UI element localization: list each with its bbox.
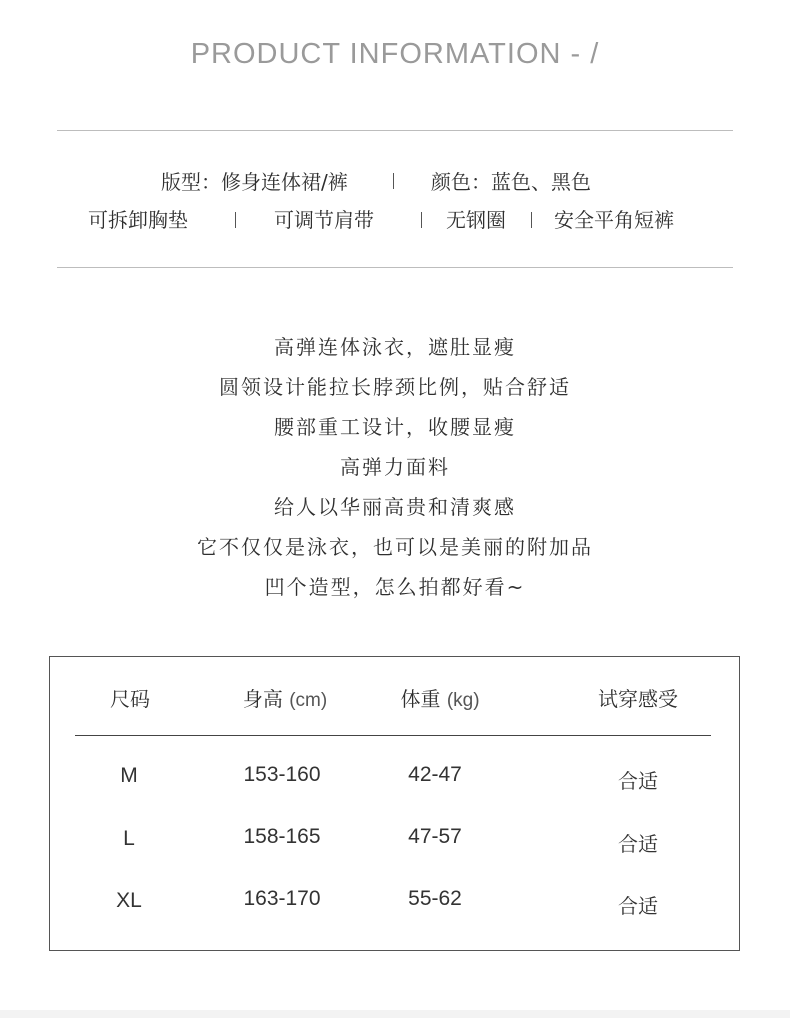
cell-size: M xyxy=(120,764,138,787)
separator xyxy=(393,173,394,189)
top-divider xyxy=(57,130,733,131)
description-line: 它不仅仅是泳衣，也可以是美丽的附加品 xyxy=(197,535,593,559)
bottom-band xyxy=(0,1010,790,1018)
separator xyxy=(531,212,532,228)
cell-height: 153-160 xyxy=(243,763,321,786)
header-weight-label: 体重 xyxy=(400,687,441,711)
cell-feel: 合适 xyxy=(618,832,658,856)
header-weight xyxy=(400,683,479,712)
cell-feel: 合适 xyxy=(618,894,658,918)
cell-size: L xyxy=(123,827,135,850)
header-height-label: 身高 xyxy=(242,687,283,711)
cell-height: 158-165 xyxy=(243,825,321,848)
cell-feel: 合适 xyxy=(618,769,658,793)
cell-weight: 55-62 xyxy=(408,887,462,910)
pad-attribute: 可拆卸胸垫 xyxy=(88,208,188,232)
wire-attribute: 无钢圈 xyxy=(446,208,506,232)
header-height xyxy=(243,683,327,712)
header-weight-unit: (kg) xyxy=(446,690,480,711)
header-feel: 试穿感受 xyxy=(598,687,678,711)
bottom-divider xyxy=(57,267,733,268)
separator xyxy=(235,212,236,228)
table-header-divider xyxy=(75,735,711,736)
description-line: 凹个造型，怎么拍都好看~ xyxy=(264,575,526,599)
cell-size: XL xyxy=(116,889,142,912)
description-line: 给人以华丽高贵和清爽感 xyxy=(274,495,516,519)
page-title: PRODUCT INFORMATION - / xyxy=(190,38,600,70)
description-line: 圆领设计能拉长脖颈比例，贴合舒适 xyxy=(219,375,571,399)
bottom-attribute: 安全平角短裤 xyxy=(554,208,674,232)
separator xyxy=(421,212,422,228)
header-height-unit: (cm) xyxy=(289,690,328,711)
attribute-row-1 xyxy=(0,166,790,196)
cell-height: 163-170 xyxy=(243,887,321,910)
product-description xyxy=(0,330,790,610)
fit-attribute: 版型：修身连体裙/裤 xyxy=(161,170,348,194)
description-line: 高弹力面料 xyxy=(340,455,450,479)
attribute-row-2 xyxy=(0,204,790,234)
strap-attribute: 可调节肩带 xyxy=(274,208,374,232)
cell-weight: 47-57 xyxy=(408,825,462,848)
cell-weight: 42-47 xyxy=(408,763,462,786)
description-line: 高弹连体泳衣，遮肚显瘦 xyxy=(274,335,516,359)
header-size: 尺码 xyxy=(110,687,150,711)
description-line: 腰部重工设计，收腰显瘦 xyxy=(274,415,516,439)
color-attribute: 颜色：蓝色、黑色 xyxy=(431,170,591,194)
